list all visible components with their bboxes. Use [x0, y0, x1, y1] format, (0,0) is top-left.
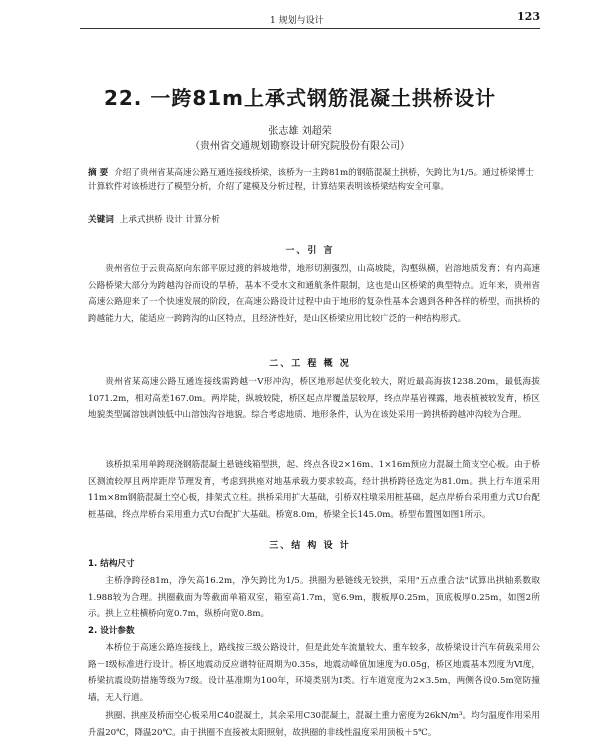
header-section: 1 规划与设计: [270, 16, 324, 26]
subheading-parameters: 2. 设计参数: [88, 626, 135, 636]
article-title: 22. 一跨81m上承式钢筋混凝土拱桥设计: [103, 86, 497, 110]
keywords-text: 上承式拱桥 设计 计算分析: [119, 215, 220, 225]
keywords-label: 关键词: [88, 215, 114, 225]
abstract-text: 介绍了贵州省某高速公路互通连接线桥梁，该桥为一主跨81m的钢筋混凝土拱桥，矢跨比为1/5。通过桥梁博士计算软件对该桥进行了模型分析，介绍了建模及分析过程，计算结果表明该桥梁结构安全可靠。: [88, 168, 534, 192]
page-number: 123: [517, 10, 540, 23]
keywords: [88, 213, 540, 225]
section-heading-intro: 一、引 言: [285, 246, 335, 256]
section-heading-overview: 二、工 程 概 况: [269, 359, 351, 369]
overview-paragraph-1: 贵州省某高速公路互通连接线需跨越一V形冲沟，桥区地形起伏变化较大，附近最高海拔1238.20m，最低海拔1071.2m，相对高差167.0m。两岸陡，纵坡较陡，桥区起点岸覆盖层较厚，终点岸基岩裸露，地表植被较发育，桥区地貌类型属溶蚀剥蚀低中山溶蚀沟谷地貌。综合考虑地质、地形条件，认为在该处采用一跨拱桥跨越冲沟较为合理。: [88, 377, 540, 420]
structure-paragraph-1: 主桥净跨径81m，净矢高16.2m，净矢跨比为1/5。拱圈为悬链线无铰拱，采用"五点重合法"试算出拱轴系数取1.988较为合理。拱圈截面为等截面单箱双室，箱室高1.7m，宽6.9m，腹板厚0.25m，顶底板厚0.25m，如图2所示。拱上立柱横桥向宽0.7m，纵桥向宽0.8m。: [88, 576, 540, 619]
section-heading-structure: 三、结 构 设 计: [269, 541, 351, 551]
running-header: [80, 12, 540, 29]
overview-paragraph-2: 该桥拟采用单跨现浇钢筋混凝土悬链线箱型拱，起、终点各设2×16m、1×16m预应力混凝土简支空心板。由于桥区测流较厚且两岸距岸节理发育，考虑到拱座对地基承载力要求较高，经计拱桥跨径选定为81.0m。拱上行车道采用11m×8m钢筋混凝土空心板，排架式立柱。拱桥采用扩大基础，引桥双柱墩采用桩基础，起点岸桥台采用重力式U台配桩基础，终点岸桥台采用重力式U台配扩大基础。桥宽8.0m，桥梁全长145.0m。桥型布置图如图1所示。: [88, 460, 540, 520]
abstract: [88, 166, 540, 194]
intro-paragraph: 贵州省位于云贵高原向东部平原过渡的斜坡地带，地形切割强烈，山高坡陡，沟壑纵横，岩溶地质发育；有内高速公路桥梁大部分为跨越沟谷而设的旱桥，基本不受水文和通航条件限制，这也是山区桥梁的典型特点。近年来，贵州省高速公路迎来了一个快速发展的阶段，在高速公路设计过程中由于地形的复杂性基本会遇到各种各样的桥型，而拱桥的跨越能力大，能适应一跨跨沟的山区特点，且经济性好，是山区桥梁应用比较广泛的一种结构形式。: [88, 264, 540, 324]
subheading-dimensions: 1. 结构尺寸: [88, 559, 135, 569]
affiliation: （贵州省交通规划勘察设计研究院股份有限公司）: [190, 141, 410, 152]
authors: 张志雄 刘超荣: [268, 126, 332, 137]
abstract-label: 摘 要: [88, 168, 109, 178]
structure-paragraph-3: 拱圈、拱座及桥面空心板采用C40混凝土，其余采用C30混凝土，混凝土重力密度为26kN/m³。均匀温度作用采用升温20℃，降温20℃。由于拱圈不直接被太阳照射，故拱圈的非线性温度采用顶板＋5℃。: [88, 711, 540, 738]
structure-paragraph-2: 本桥位于高速公路连接线上，路线按三级公路设计，但是此处车流量较大、重车较多，故桥梁设计汽车荷载采用公路－Ⅰ级标准进行设计。桥区地震动反应谱特征周期为0.35s，地震动峰值加速度为0.05g，桥区地震基本烈度为Ⅵ度，桥梁抗震设防措施等级为7级。设计基准期为100年，环境类别为Ⅰ类。行车道宽度为2×3.5m，两侧各设0.5m宽防撞墙，无人行道。: [88, 643, 540, 703]
